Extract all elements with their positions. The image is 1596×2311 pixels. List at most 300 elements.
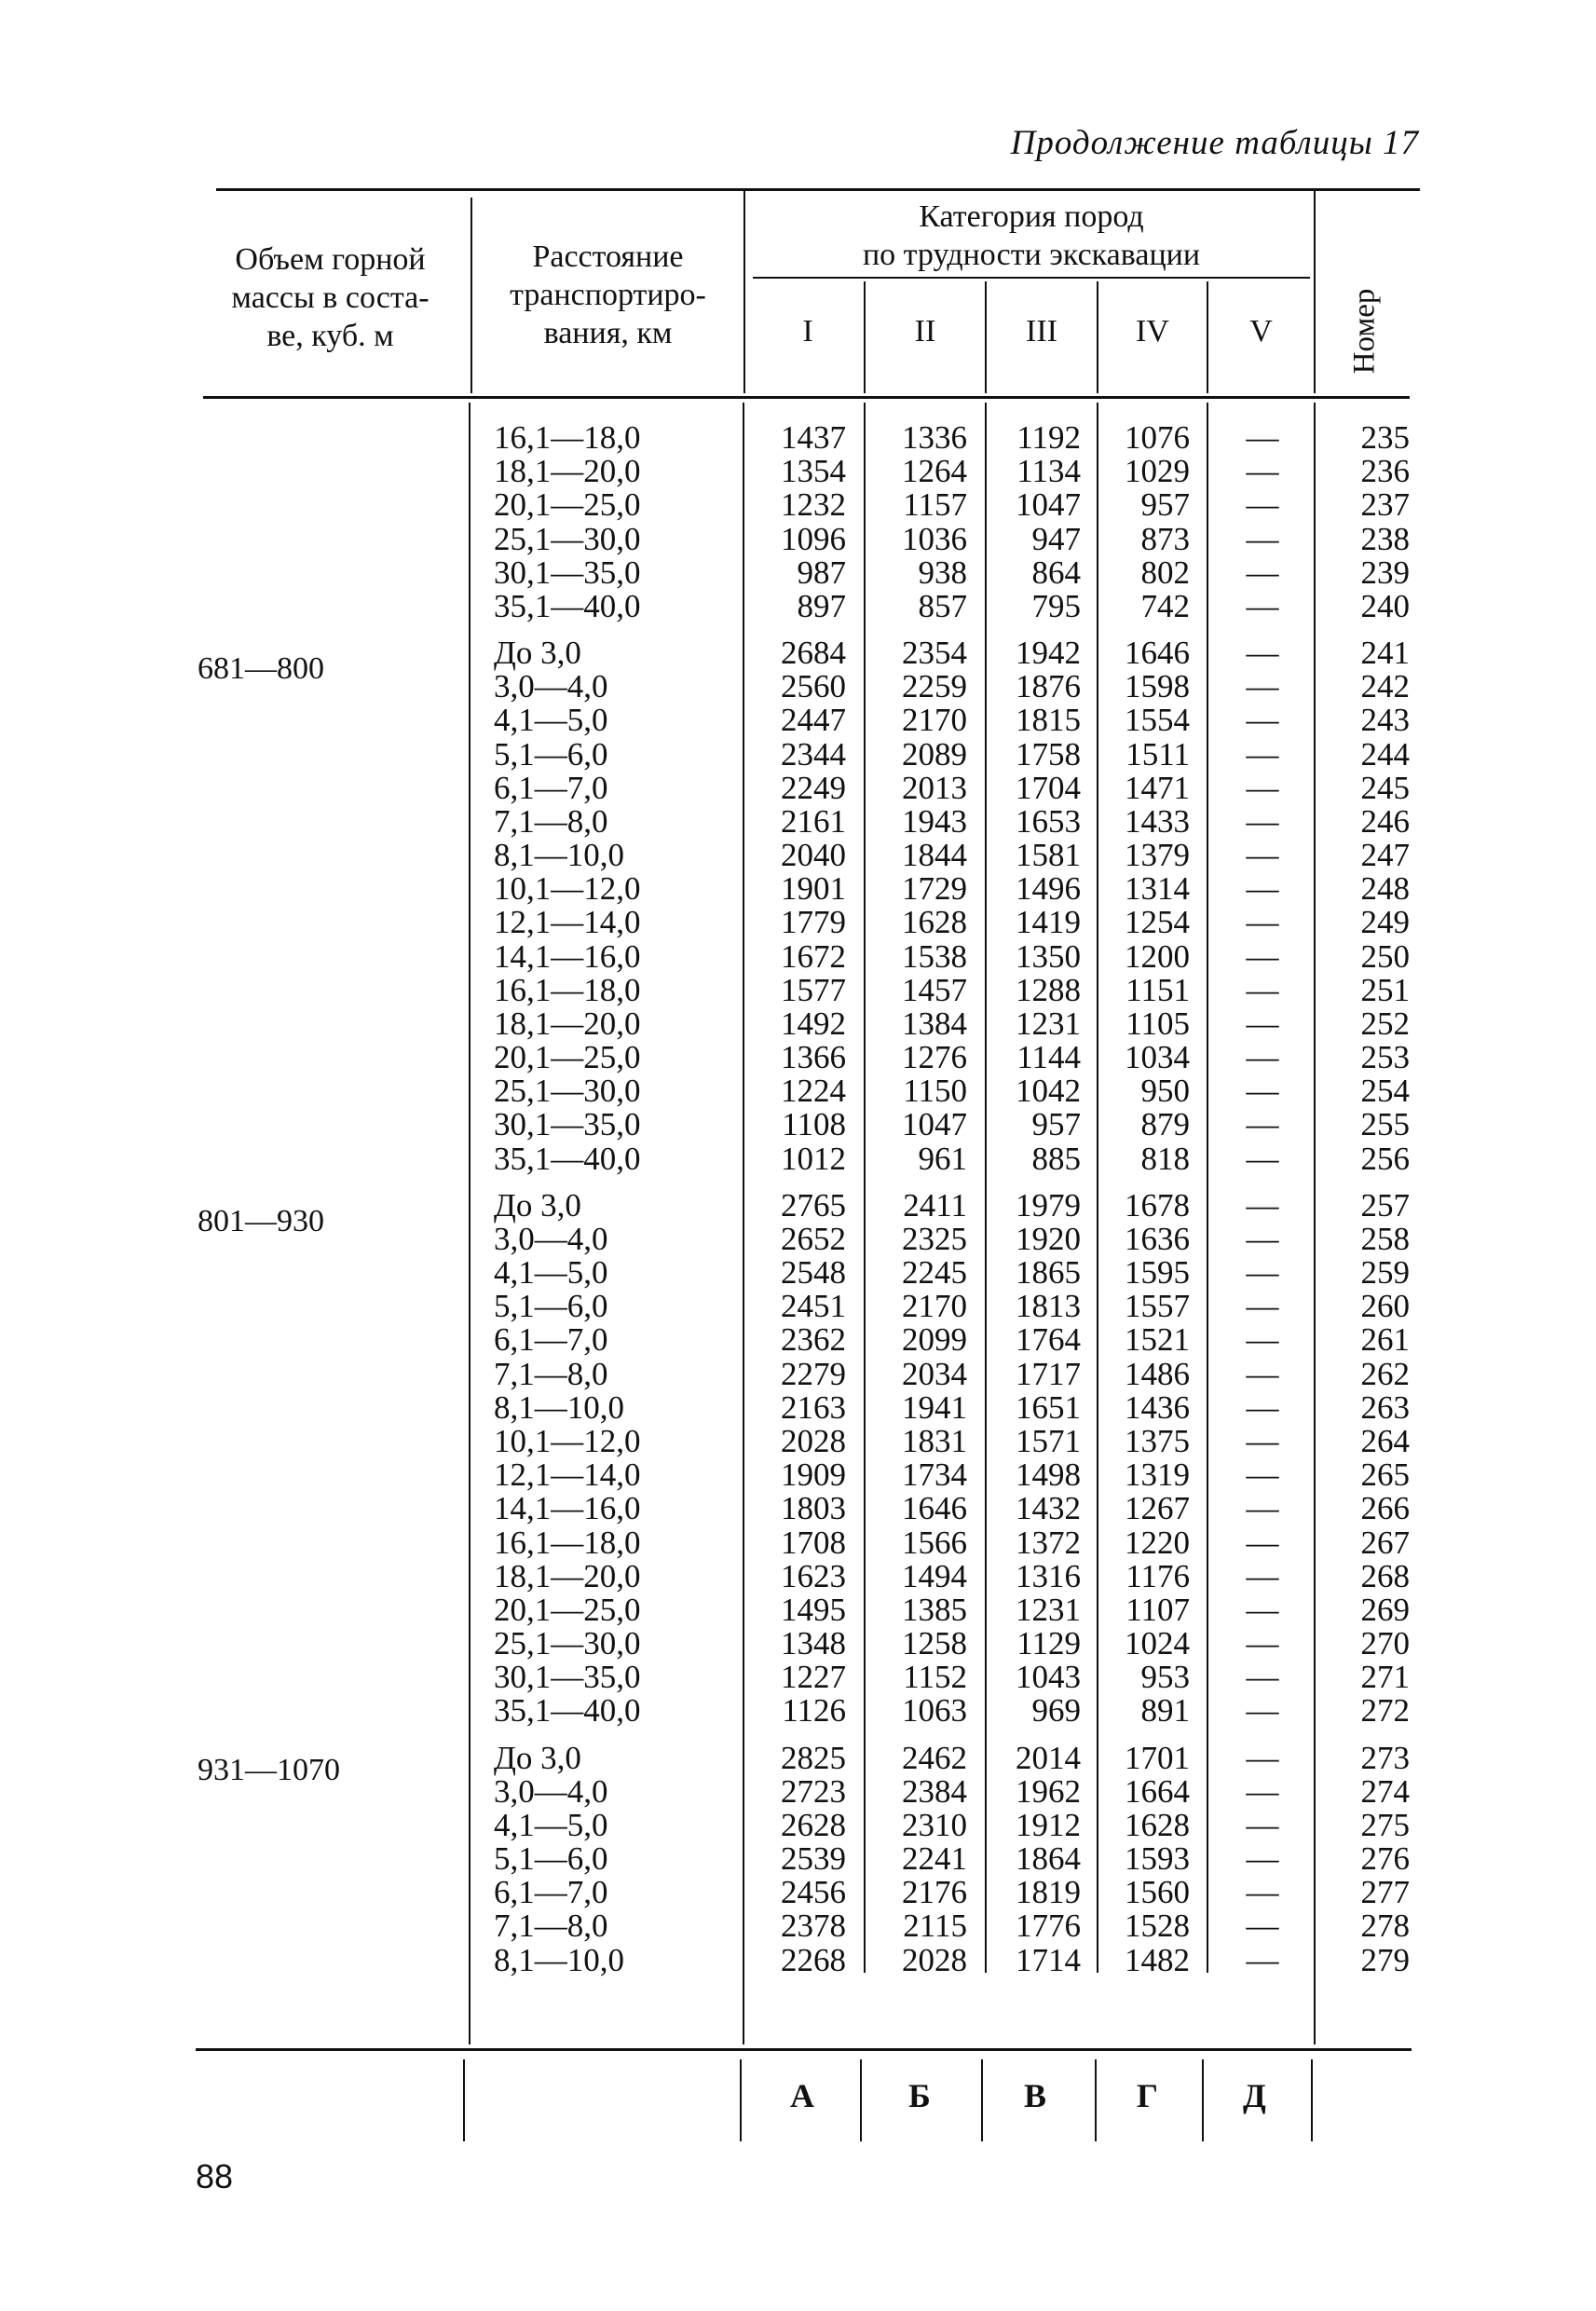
value-cell-IV: 1034	[1125, 1039, 1190, 1076]
value-cell-IV: 953	[1140, 1659, 1190, 1696]
value-cell-I: 2560	[781, 668, 846, 705]
value-cell-V: —	[1246, 802, 1279, 840]
value-cell-III: 1350	[1016, 937, 1081, 975]
row-number-cell: 245	[1360, 769, 1410, 806]
value-cell-V: —	[1246, 1490, 1279, 1527]
value-cell-III: 1758	[1016, 735, 1081, 773]
row-number-cell: 248	[1360, 870, 1410, 908]
value-cell-III: 1496	[1016, 870, 1081, 908]
value-cell-IV: 1379	[1125, 837, 1190, 874]
value-cell-V: —	[1246, 1039, 1279, 1076]
row-number-cell: 276	[1360, 1840, 1410, 1878]
value-cell-II: 1152	[903, 1659, 967, 1696]
value-cell-I: 1437	[781, 419, 846, 456]
value-cell-II: 1384	[902, 1005, 967, 1042]
distance-cell: 7,1—8,0	[494, 1355, 608, 1392]
value-cell-V: —	[1246, 1625, 1279, 1662]
value-cell-I: 1492	[781, 1005, 846, 1042]
value-cell-I: 2723	[781, 1772, 846, 1810]
row-number-cell: 249	[1360, 904, 1410, 941]
value-cell-IV: 1176	[1125, 1557, 1190, 1594]
value-cell-IV: 1267	[1125, 1490, 1190, 1527]
distance-cell: 25,1—30,0	[494, 1073, 641, 1110]
value-cell-II: 1538	[902, 937, 967, 975]
vline-III-body	[1097, 403, 1098, 1973]
value-cell-IV: 1528	[1125, 1908, 1190, 1945]
row-number-cell: 262	[1360, 1355, 1410, 1392]
distance-cell: 6,1—7,0	[494, 1874, 608, 1911]
value-cell-IV: 1436	[1125, 1388, 1190, 1426]
value-cell-III: 1316	[1016, 1557, 1081, 1594]
value-cell-I: 1672	[781, 937, 846, 975]
number-column	[1321, 421, 1410, 1977]
value-cell-II: 2115	[903, 1908, 967, 1945]
value-cell-II: 1646	[902, 1490, 967, 1527]
value-cell-II: 1628	[902, 904, 967, 941]
value-cell-V: —	[1246, 769, 1279, 806]
value-cell-II: 938	[918, 554, 967, 591]
value-cell-III: 1571	[1016, 1422, 1081, 1459]
row-number-cell: 266	[1360, 1490, 1410, 1527]
value-cell-II: 2176	[902, 1874, 967, 1911]
distance-cell: 20,1—25,0	[494, 486, 641, 524]
value-cell-IV: 802	[1140, 554, 1190, 591]
value-cell-IV: 1628	[1125, 1806, 1190, 1843]
value-cell-IV: 1151	[1125, 971, 1190, 1008]
category-I-header: I	[802, 314, 813, 349]
distance-cell: 8,1—10,0	[494, 837, 624, 874]
value-cell-II: 2170	[902, 702, 967, 739]
value-cell-III: 1192	[1016, 419, 1081, 456]
value-cell-III: 885	[1031, 1140, 1081, 1177]
value-cell-I: 2652	[781, 1220, 846, 1257]
value-cell-III: 1776	[1016, 1908, 1081, 1945]
continuation-title: Продолжение таблицы 17	[1010, 124, 1419, 162]
value-cell-II: 1157	[903, 486, 967, 524]
row-number-cell: 251	[1360, 971, 1410, 1008]
row-number-cell: 270	[1360, 1625, 1410, 1662]
value-cell-I: 1348	[781, 1625, 846, 1662]
row-number-cell: 274	[1360, 1772, 1410, 1810]
row-number-cell: 236	[1360, 453, 1410, 490]
value-cell-II: 2241	[902, 1840, 967, 1878]
value-cell-V: —	[1246, 1140, 1279, 1177]
value-cell-V: —	[1246, 702, 1279, 739]
value-cell-I: 897	[797, 587, 846, 624]
row-number-cell: 241	[1360, 635, 1410, 672]
distance-cell: 3,0—4,0	[494, 668, 608, 705]
distance-cell: 4,1—5,0	[494, 1806, 608, 1843]
value-cell-I: 2548	[781, 1254, 846, 1292]
value-cell-IV: 818	[1140, 1140, 1190, 1177]
distance-cell: 3,0—4,0	[494, 1220, 608, 1257]
distance-cell: 3,0—4,0	[494, 1772, 608, 1810]
value-cell-V: —	[1246, 1874, 1279, 1911]
value-cell-III: 1653	[1016, 802, 1081, 840]
top-rule	[216, 188, 1420, 191]
row-number-cell: 267	[1360, 1524, 1410, 1561]
value-cell-II: 2259	[902, 668, 967, 705]
vline-volume-body	[469, 403, 471, 2044]
value-cell-IV: 1557	[1125, 1288, 1190, 1325]
value-cell-I: 1108	[782, 1106, 846, 1143]
value-cell-IV: 879	[1140, 1106, 1190, 1143]
header-bottom-rule	[203, 396, 1410, 399]
row-number-cell: 255	[1360, 1106, 1410, 1143]
row-number-cell: 252	[1360, 1005, 1410, 1042]
row-number-cell: 244	[1360, 735, 1410, 773]
vline-V-header	[1314, 188, 1316, 393]
value-cell-V: —	[1246, 1840, 1279, 1878]
value-cell-I: 1012	[781, 1140, 846, 1177]
row-number-cell: 235	[1360, 419, 1410, 456]
value-cell-II: 1258	[902, 1625, 967, 1662]
value-cell-V: —	[1246, 1908, 1279, 1945]
distance-cell: 6,1—7,0	[494, 1321, 608, 1359]
value-cell-I: 2268	[781, 1941, 846, 1978]
value-cell-V: —	[1246, 1388, 1279, 1426]
value-cell-III: 947	[1031, 520, 1081, 557]
value-cell-II: 1276	[902, 1039, 967, 1076]
volume-group-931-1070: 931—1070	[198, 1753, 340, 1787]
category-header: Категория пород по трудности экскавации	[862, 199, 1201, 272]
value-cell-II: 1831	[902, 1422, 967, 1459]
value-cell-V: —	[1246, 1254, 1279, 1292]
value-cell-IV: 1664	[1125, 1772, 1190, 1810]
value-cell-IV: 1433	[1125, 802, 1190, 840]
value-cell-I: 2163	[781, 1388, 846, 1426]
footer-letter-G: Г	[1137, 2077, 1158, 2114]
value-cell-IV: 1314	[1125, 870, 1190, 908]
value-cell-I: 2378	[781, 1908, 846, 1945]
value-cell-II: 1047	[902, 1106, 967, 1143]
row-number-cell: 268	[1360, 1557, 1410, 1594]
vline-footer-1	[463, 2059, 465, 2141]
value-cell-II: 1494	[902, 1557, 967, 1594]
distance-cell: 25,1—30,0	[494, 1625, 641, 1662]
value-cell-II: 1336	[902, 419, 967, 456]
value-cell-IV: 1200	[1125, 937, 1190, 975]
row-number-cell: 260	[1360, 1288, 1410, 1325]
vline-IV-body	[1207, 403, 1208, 1973]
category-underline	[753, 277, 1310, 279]
category-II-column	[871, 421, 967, 1977]
value-cell-I: 2684	[781, 635, 846, 672]
value-cell-IV: 873	[1140, 520, 1190, 557]
value-cell-I: 1623	[781, 1557, 846, 1594]
distance-cell: 16,1—18,0	[494, 971, 641, 1008]
value-cell-I: 2344	[781, 735, 846, 773]
value-cell-II: 2099	[902, 1321, 967, 1359]
value-cell-I: 2825	[781, 1739, 846, 1776]
value-cell-III: 2014	[1016, 1739, 1081, 1776]
value-cell-I: 1708	[781, 1524, 846, 1561]
value-cell-II: 2411	[903, 1186, 967, 1224]
distance-cell: 5,1—6,0	[494, 1840, 608, 1878]
value-cell-IV: 1319	[1125, 1456, 1190, 1494]
value-cell-II: 1566	[902, 1524, 967, 1561]
row-number-cell: 242	[1360, 668, 1410, 705]
value-cell-III: 1717	[1016, 1355, 1081, 1392]
row-number-cell: 269	[1360, 1591, 1410, 1628]
distance-column	[494, 421, 736, 1977]
value-cell-V: —	[1246, 1659, 1279, 1696]
category-V-column	[1225, 421, 1300, 1977]
vline-I-body	[864, 403, 866, 1973]
value-cell-V: —	[1246, 1106, 1279, 1143]
value-cell-V: —	[1246, 1073, 1279, 1110]
value-cell-II: 1150	[903, 1073, 967, 1110]
distance-cell: 14,1—16,0	[494, 937, 641, 975]
value-cell-III: 1288	[1016, 971, 1081, 1008]
distance-cell: 8,1—10,0	[494, 1388, 624, 1426]
value-cell-I: 1354	[781, 453, 846, 490]
value-cell-V: —	[1246, 1456, 1279, 1494]
value-cell-I: 2040	[781, 837, 846, 874]
value-cell-V: —	[1246, 1591, 1279, 1628]
value-cell-I: 1227	[781, 1659, 846, 1696]
row-number-cell: 279	[1360, 1941, 1410, 1978]
value-cell-III: 1419	[1016, 904, 1081, 941]
footer-letter-D: Д	[1243, 2077, 1266, 2114]
value-cell-IV: 1024	[1125, 1625, 1190, 1662]
vline-footer-2	[740, 2059, 742, 2141]
value-cell-IV: 1560	[1125, 1874, 1190, 1911]
value-cell-V: —	[1246, 1321, 1279, 1359]
row-number-cell: 247	[1360, 837, 1410, 874]
value-cell-IV: 957	[1140, 486, 1190, 524]
value-cell-II: 2384	[902, 1772, 967, 1810]
value-cell-I: 2456	[781, 1874, 846, 1911]
value-cell-I: 2279	[781, 1355, 846, 1392]
category-III-header: III	[1026, 314, 1057, 349]
value-cell-III: 1144	[1016, 1039, 1081, 1076]
value-cell-III: 1979	[1016, 1186, 1081, 1224]
value-cell-IV: 1482	[1125, 1941, 1190, 1978]
value-cell-III: 1912	[1016, 1806, 1081, 1843]
value-cell-IV: 1220	[1125, 1524, 1190, 1561]
distance-cell: 4,1—5,0	[494, 1254, 608, 1292]
value-cell-I: 2362	[781, 1321, 846, 1359]
row-number-cell: 258	[1360, 1220, 1410, 1257]
value-cell-I: 1577	[781, 971, 846, 1008]
value-cell-V: —	[1246, 587, 1279, 624]
row-number-cell: 243	[1360, 702, 1410, 739]
value-cell-I: 1495	[781, 1591, 846, 1628]
value-cell-I: 1803	[781, 1490, 846, 1527]
value-cell-I: 1224	[781, 1073, 846, 1110]
value-cell-I: 1232	[781, 486, 846, 524]
value-cell-IV: 1254	[1125, 904, 1190, 941]
value-cell-IV: 1678	[1125, 1186, 1190, 1224]
vline-footer-3	[860, 2059, 862, 2141]
value-cell-IV: 1486	[1125, 1355, 1190, 1392]
value-cell-II: 857	[918, 587, 967, 624]
value-cell-IV: 1076	[1125, 419, 1190, 456]
value-cell-I: 2028	[781, 1422, 846, 1459]
value-cell-V: —	[1246, 870, 1279, 908]
value-cell-I: 1096	[781, 520, 846, 557]
value-cell-IV: 1554	[1125, 702, 1190, 739]
category-II-header: II	[914, 314, 936, 349]
value-cell-V: —	[1246, 735, 1279, 773]
value-cell-III: 1876	[1016, 668, 1081, 705]
value-cell-V: —	[1246, 1557, 1279, 1594]
value-cell-V: —	[1246, 937, 1279, 975]
value-cell-IV: 1511	[1125, 735, 1190, 773]
value-cell-II: 2013	[902, 769, 967, 806]
value-cell-V: —	[1246, 1355, 1279, 1392]
distance-cell: 6,1—7,0	[494, 769, 608, 806]
value-cell-III: 1819	[1016, 1874, 1081, 1911]
value-cell-I: 2249	[781, 769, 846, 806]
distance-cell: 30,1—35,0	[494, 554, 641, 591]
value-cell-III: 864	[1031, 554, 1081, 591]
value-cell-V: —	[1246, 453, 1279, 490]
value-cell-III: 1813	[1016, 1288, 1081, 1325]
distance-cell: 35,1—40,0	[494, 587, 641, 624]
value-cell-IV: 1646	[1125, 635, 1190, 672]
value-cell-II: 2245	[902, 1254, 967, 1292]
value-cell-V: —	[1246, 419, 1279, 456]
vline-footer-5	[1095, 2059, 1097, 2141]
value-cell-III: 1714	[1016, 1941, 1081, 1978]
value-cell-I: 2451	[781, 1288, 846, 1325]
row-number-cell: 240	[1360, 587, 1410, 624]
value-cell-IV: 1471	[1125, 769, 1190, 806]
value-cell-II: 961	[918, 1140, 967, 1177]
distance-cell: До 3,0	[494, 1186, 581, 1224]
distance-cell: 5,1—6,0	[494, 1288, 608, 1325]
distance-cell: 10,1—12,0	[494, 1422, 641, 1459]
category-I-column	[753, 421, 846, 1977]
value-cell-I: 1901	[781, 870, 846, 908]
distance-cell: 8,1—10,0	[494, 1941, 624, 1978]
distance-cell: 20,1—25,0	[494, 1591, 641, 1628]
value-cell-I: 2765	[781, 1186, 846, 1224]
value-cell-II: 1385	[902, 1591, 967, 1628]
value-cell-II: 2310	[902, 1806, 967, 1843]
value-cell-IV: 1598	[1125, 668, 1190, 705]
vline-volume-header	[471, 198, 472, 393]
value-cell-II: 2170	[902, 1288, 967, 1325]
value-cell-IV: 1593	[1125, 1840, 1190, 1878]
footer-letter-B: Б	[908, 2077, 931, 2114]
value-cell-II: 1943	[902, 802, 967, 840]
distance-cell: 10,1—12,0	[494, 870, 641, 908]
value-cell-III: 1704	[1016, 769, 1081, 806]
distance-cell: 18,1—20,0	[494, 1005, 641, 1042]
value-cell-I: 2628	[781, 1806, 846, 1843]
value-cell-V: —	[1246, 1288, 1279, 1325]
value-cell-II: 1729	[902, 870, 967, 908]
distance-cell: 16,1—18,0	[494, 1524, 641, 1561]
value-cell-III: 1129	[1016, 1625, 1081, 1662]
row-number-cell: 277	[1360, 1874, 1410, 1911]
value-cell-II: 1941	[902, 1388, 967, 1426]
value-cell-V: —	[1246, 668, 1279, 705]
row-number-cell: 246	[1360, 802, 1410, 840]
vline-distance-header	[743, 188, 745, 393]
value-cell-III: 1498	[1016, 1456, 1081, 1494]
number-header: Номер	[1347, 288, 1382, 374]
row-number-cell: 265	[1360, 1456, 1410, 1494]
vline-footer-4	[981, 2059, 983, 2141]
distance-cell: 7,1—8,0	[494, 1908, 608, 1945]
value-cell-III: 1942	[1016, 635, 1081, 672]
value-cell-V: —	[1246, 904, 1279, 941]
value-cell-V: —	[1246, 1739, 1279, 1776]
value-cell-IV: 1595	[1125, 1254, 1190, 1292]
row-number-cell: 272	[1360, 1692, 1410, 1730]
value-cell-II: 2034	[902, 1355, 967, 1392]
value-cell-III: 1865	[1016, 1254, 1081, 1292]
value-cell-II: 2028	[902, 1941, 967, 1978]
value-cell-III: 1043	[1016, 1659, 1081, 1696]
row-number-cell: 271	[1360, 1659, 1410, 1696]
value-cell-I: 2161	[781, 802, 846, 840]
value-cell-V: —	[1246, 1772, 1279, 1810]
category-IV-header: IV	[1136, 314, 1169, 349]
value-cell-I: 1779	[781, 904, 846, 941]
value-cell-III: 1764	[1016, 1321, 1081, 1359]
category-V-header: V	[1249, 314, 1273, 349]
distance-cell: 5,1—6,0	[494, 735, 608, 773]
row-number-cell: 278	[1360, 1908, 1410, 1945]
distance-cell: До 3,0	[494, 1739, 581, 1776]
value-cell-I: 2447	[781, 702, 846, 739]
value-cell-II: 1734	[902, 1456, 967, 1494]
value-cell-II: 2325	[902, 1220, 967, 1257]
vline-footer-6	[1202, 2059, 1204, 2141]
value-cell-IV: 1029	[1125, 453, 1190, 490]
distance-cell: 18,1—20,0	[494, 453, 641, 490]
row-number-cell: 273	[1360, 1739, 1410, 1776]
value-cell-III: 1920	[1016, 1220, 1081, 1257]
vline-V-body	[1314, 403, 1316, 2044]
value-cell-IV: 891	[1140, 1692, 1190, 1730]
value-cell-III: 1651	[1016, 1388, 1081, 1426]
value-cell-V: —	[1246, 1806, 1279, 1843]
value-cell-II: 2089	[902, 735, 967, 773]
row-number-cell: 238	[1360, 520, 1410, 557]
distance-cell: 18,1—20,0	[494, 1557, 641, 1594]
value-cell-IV: 1636	[1125, 1220, 1190, 1257]
value-cell-I: 1909	[781, 1456, 846, 1494]
value-cell-IV: 1107	[1125, 1591, 1190, 1628]
distance-cell: 20,1—25,0	[494, 1039, 641, 1076]
value-cell-II: 1844	[902, 837, 967, 874]
row-number-cell: 256	[1360, 1140, 1410, 1177]
vline-footer-7	[1311, 2059, 1313, 2141]
value-cell-V: —	[1246, 486, 1279, 524]
vline-distance-body	[743, 403, 744, 2044]
volume-group-681-800: 681—800	[198, 651, 324, 686]
row-number-cell: 259	[1360, 1254, 1410, 1292]
distance-header: Расстояние транспортиро- вания, км	[510, 239, 706, 350]
value-cell-V: —	[1246, 1422, 1279, 1459]
value-cell-III: 1815	[1016, 702, 1081, 739]
distance-cell: 35,1—40,0	[494, 1692, 641, 1730]
value-cell-III: 1042	[1016, 1073, 1081, 1110]
value-cell-II: 1036	[902, 520, 967, 557]
distance-cell: 30,1—35,0	[494, 1659, 641, 1696]
row-number-cell: 261	[1360, 1321, 1410, 1359]
value-cell-II: 1063	[902, 1692, 967, 1730]
distance-cell: 25,1—30,0	[494, 520, 641, 557]
row-number-cell: 250	[1360, 937, 1410, 975]
value-cell-V: —	[1246, 971, 1279, 1008]
